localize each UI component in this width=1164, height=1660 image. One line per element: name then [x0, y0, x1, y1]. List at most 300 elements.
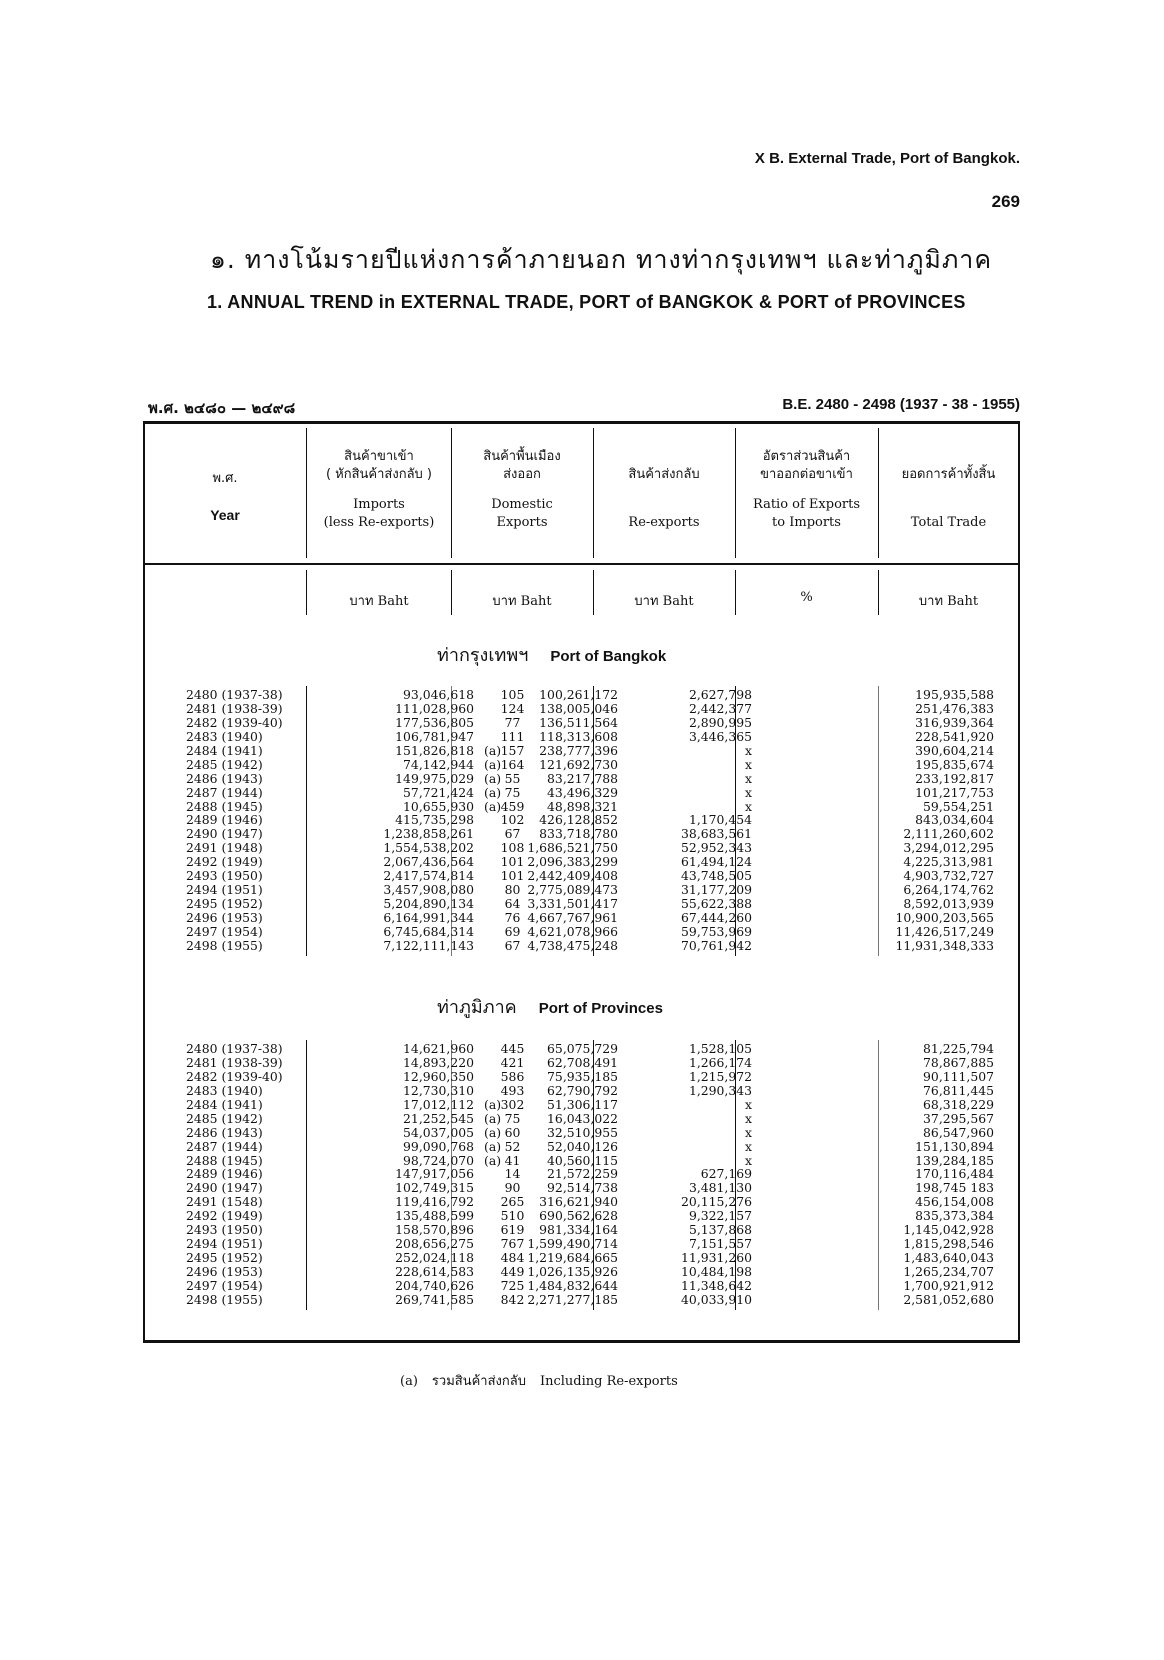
cell-ratio: 90 — [504, 1180, 521, 1196]
cell-total: 10,900,203,565 — [895, 910, 994, 925]
col-head-imports: สินค้าขาเข้า ( หักสินค้าส่งกลับ ) Imports (less Re-exports) — [323, 449, 435, 530]
cell-reexports: 67,444,260 — [681, 910, 752, 925]
cell-total: 6,264,174,762 — [903, 882, 994, 898]
cell-imports: 14,893,220 — [403, 1054, 474, 1070]
cell-ratio: 76 — [504, 910, 521, 925]
table-row — [186, 1112, 1006, 1126]
bangkok-rows — [186, 688, 1006, 953]
cell-reexports: x — [745, 756, 752, 772]
table-top-rule — [143, 421, 1020, 424]
cell-reexports: x — [745, 742, 752, 758]
cell-ratio: 586 — [500, 1068, 525, 1084]
cell-reexports: 7,151,557 — [688, 1236, 752, 1252]
table-row — [186, 688, 1006, 702]
cell-year: 2497 (1954) — [186, 923, 263, 939]
cell-year: 2485 (1942) — [186, 756, 263, 772]
cell-imports: 204,740,626 — [395, 1277, 474, 1293]
table-row — [186, 869, 1006, 883]
cell-domestic: 1,219,684,665 — [527, 1250, 618, 1266]
cell-total: 195,935,588 — [915, 687, 994, 702]
cell-total: 390,604,214 — [915, 742, 994, 758]
cell-reexports: 38,683,561 — [681, 826, 752, 842]
cell-ratio: 164 — [500, 756, 525, 772]
unit-ratio: % — [800, 590, 813, 605]
cell-domestic: 690,562,628 — [539, 1208, 618, 1224]
table-row — [186, 925, 1006, 939]
cell-total: 228,541,920 — [915, 728, 994, 744]
cell-total: 151,130,894 — [915, 1138, 994, 1154]
cell-domestic: 62,708,491 — [547, 1054, 618, 1070]
cell-domestic: 40,560,115 — [547, 1152, 618, 1168]
cell-total: 90,111,507 — [923, 1068, 994, 1084]
cell-domestic: 3,331,501,417 — [527, 896, 618, 912]
period-english: B.E. 2480 - 2498 (1937 - 38 - 1955) — [782, 396, 1020, 413]
cell-reexports: 5,137,868 — [688, 1222, 752, 1238]
cell-year: 2480 (1937-38) — [186, 1041, 283, 1056]
cell-reexports: x — [745, 1096, 752, 1112]
cell-total: 11,426,517,249 — [895, 923, 994, 939]
cell-reexports: 55,622,388 — [681, 896, 752, 912]
cell-ratio: 493 — [500, 1082, 525, 1098]
cell-year: 2494 (1951) — [186, 882, 263, 898]
cell-year: 2496 (1953) — [186, 1264, 263, 1279]
section-title-bangkok: ท่ากรุงเทพฯ Port of Bangkok — [437, 645, 667, 666]
cell-year: 2487 (1944) — [186, 784, 263, 800]
cell-reexports: 70,761,942 — [681, 937, 752, 953]
cell-imports: 228,614,583 — [395, 1264, 474, 1279]
cell-domestic: 2,442,409,408 — [527, 868, 618, 884]
cell-ratio: 77 — [504, 714, 521, 730]
cell-reexports: x — [745, 1152, 752, 1168]
unit-imports: บาท Baht — [349, 594, 409, 609]
cell-reexports: 3,446,365 — [688, 728, 752, 744]
cell-total: 1,700,921,912 — [903, 1277, 994, 1293]
cell-note: (a) — [484, 1152, 502, 1168]
cell-ratio: 75 — [504, 784, 521, 800]
cell-ratio: 302 — [500, 1096, 525, 1112]
cell-year: 2482 (1939-40) — [186, 1068, 283, 1084]
cell-total: 456,154,008 — [915, 1194, 994, 1210]
table-row — [186, 827, 1006, 841]
cell-ratio: 484 — [500, 1250, 525, 1266]
cell-ratio: 421 — [500, 1054, 525, 1070]
cell-total: 139,284,185 — [915, 1152, 994, 1168]
cell-domestic: 1,686,521,750 — [527, 840, 618, 856]
cell-total: 1,815,298,546 — [903, 1236, 994, 1252]
cell-total: 198,745 183 — [915, 1180, 994, 1196]
cell-total: 86,547,960 — [923, 1124, 994, 1140]
cell-reexports: 1,528,105 — [688, 1041, 752, 1056]
cell-total: 68,318,229 — [923, 1096, 994, 1112]
cell-ratio: 108 — [500, 840, 525, 856]
cell-year: 2488 (1945) — [186, 1152, 263, 1168]
cell-reexports: 20,115,276 — [681, 1194, 752, 1210]
cell-imports: 119,416,792 — [395, 1194, 474, 1210]
cell-domestic: 100,261,172 — [539, 687, 618, 702]
table-row — [186, 1126, 1006, 1140]
cell-total: 8,592,013,939 — [903, 896, 994, 912]
cell-ratio: 619 — [500, 1222, 525, 1238]
cell-total: 195,835,674 — [915, 756, 994, 772]
cell-total: 101,217,753 — [915, 784, 994, 800]
table-row — [186, 702, 1006, 716]
table-row — [186, 1084, 1006, 1098]
page-number: 269 — [991, 192, 1020, 211]
cell-ratio: 64 — [504, 896, 521, 912]
cell-imports: 6,745,684,314 — [383, 923, 474, 939]
cell-reexports: 3,481,130 — [688, 1180, 752, 1196]
cell-ratio: 75 — [504, 1110, 521, 1126]
cell-domestic: 32,510,955 — [547, 1124, 618, 1140]
table-row — [186, 1279, 1006, 1293]
table-row — [186, 744, 1006, 758]
cell-reexports: 1,290,343 — [688, 1082, 752, 1098]
table-row — [186, 813, 1006, 827]
cell-total: 170,116,484 — [915, 1166, 994, 1182]
cell-total: 233,192,817 — [915, 770, 994, 786]
cell-year: 2491 (1548) — [186, 1194, 263, 1210]
cell-year: 2481 (1938-39) — [186, 1054, 283, 1070]
cell-imports: 93,046,618 — [403, 687, 474, 702]
cell-total: 76,811,445 — [923, 1082, 994, 1098]
cell-year: 2484 (1941) — [186, 1096, 263, 1112]
cell-year: 2484 (1941) — [186, 742, 263, 758]
footnote: (a) รวมสินค้าส่งกลับ Including Re-exports — [400, 1374, 678, 1389]
cell-ratio: 101 — [500, 868, 525, 884]
cell-year: 2492 (1949) — [186, 854, 263, 870]
cell-imports: 208,656,275 — [395, 1236, 474, 1252]
cell-year: 2490 (1947) — [186, 1180, 263, 1196]
cell-ratio: 449 — [500, 1264, 525, 1279]
cell-year: 2482 (1939-40) — [186, 714, 283, 730]
cell-reexports: x — [745, 1138, 752, 1154]
table-row — [186, 1265, 1006, 1279]
cell-domestic: 4,667,767,961 — [527, 910, 618, 925]
cell-note: (a) — [484, 1138, 502, 1154]
table-row — [186, 841, 1006, 855]
cell-domestic: 136,511,564 — [539, 714, 618, 730]
cell-ratio: 725 — [500, 1277, 525, 1293]
provinces-rows — [186, 1042, 1006, 1307]
cell-domestic: 83,217,788 — [547, 770, 618, 786]
cell-domestic: 426,128,852 — [539, 812, 618, 828]
cell-total: 4,903,732,727 — [903, 868, 994, 884]
cell-imports: 1,238,858,261 — [383, 826, 474, 842]
cell-imports: 177,536,805 — [395, 714, 474, 730]
cell-year: 2485 (1942) — [186, 1110, 263, 1126]
cell-imports: 135,488,599 — [395, 1208, 474, 1224]
cell-note: (a) — [484, 770, 502, 786]
cell-year: 2493 (1950) — [186, 1222, 263, 1238]
cell-year: 2489 (1946) — [186, 812, 263, 828]
cell-ratio: 14 — [504, 1166, 521, 1182]
cell-domestic: 65,075,729 — [547, 1041, 618, 1056]
cell-total: 3,294,012,295 — [903, 840, 994, 856]
cell-imports: 98,724,070 — [403, 1152, 474, 1168]
cell-reexports: 1,266,174 — [688, 1054, 752, 1070]
col-head-reexports: สินค้าส่งกลับ Re-exports — [628, 467, 700, 530]
cell-year: 2496 (1953) — [186, 910, 263, 925]
cell-total: 37,295,567 — [923, 1110, 994, 1126]
cell-imports: 3,457,908,080 — [383, 882, 474, 898]
cell-reexports: 1,215,972 — [688, 1068, 752, 1084]
cell-domestic: 1,026,135,926 — [527, 1264, 618, 1279]
cell-ratio: 157 — [500, 742, 525, 758]
cell-ratio: 124 — [500, 700, 525, 716]
cell-domestic: 16,043,022 — [547, 1110, 618, 1126]
cell-ratio: 41 — [504, 1152, 521, 1168]
cell-reexports: x — [745, 1110, 752, 1126]
cell-domestic: 981,334,164 — [539, 1222, 618, 1238]
cell-total: 843,034,604 — [915, 812, 994, 828]
cell-ratio: 842 — [500, 1291, 525, 1307]
unit-divider — [878, 570, 879, 615]
unit-divider — [306, 570, 307, 615]
cell-reexports: x — [745, 1124, 752, 1140]
table-row — [186, 855, 1006, 869]
cell-note: (a) — [484, 1096, 502, 1112]
header-divider — [878, 428, 879, 558]
cell-total: 4,225,313,981 — [903, 854, 994, 870]
cell-ratio: 265 — [500, 1194, 525, 1210]
cell-total: 835,373,384 — [915, 1208, 994, 1224]
table-row — [186, 897, 1006, 911]
cell-year: 2495 (1952) — [186, 1250, 263, 1266]
cell-imports: 10,655,930 — [403, 798, 474, 814]
cell-imports: 54,037,005 — [403, 1124, 474, 1140]
cell-imports: 269,741,585 — [395, 1291, 474, 1307]
cell-reexports: 627,169 — [700, 1166, 752, 1182]
cell-domestic: 1,484,832,644 — [527, 1277, 618, 1293]
cell-year: 2483 (1940) — [186, 1082, 263, 1098]
cell-reexports: 9,322,157 — [688, 1208, 752, 1224]
cell-reexports: 61,494,124 — [681, 854, 752, 870]
cell-imports: 158,570,896 — [395, 1222, 474, 1238]
cell-domestic: 2,775,089,473 — [527, 882, 618, 898]
cell-ratio: 52 — [504, 1138, 521, 1154]
cell-imports: 151,826,818 — [395, 742, 474, 758]
cell-reexports: 10,484,198 — [681, 1264, 752, 1279]
table-bottom-rule — [143, 1340, 1020, 1343]
cell-imports: 149,975,029 — [395, 770, 474, 786]
cell-total: 78,867,885 — [923, 1054, 994, 1070]
cell-year: 2498 (1955) — [186, 937, 263, 953]
cell-reexports: 11,348,642 — [681, 1277, 752, 1293]
cell-reexports: 59,753,969 — [681, 923, 752, 939]
table-row — [186, 1293, 1006, 1307]
cell-year: 2483 (1940) — [186, 728, 263, 744]
cell-year: 2486 (1943) — [186, 770, 263, 786]
cell-ratio: 69 — [504, 923, 521, 939]
cell-domestic: 118,313,608 — [539, 728, 618, 744]
cell-total: 316,939,364 — [915, 714, 994, 730]
cell-total: 2,111,260,602 — [903, 826, 994, 842]
cell-ratio: 459 — [500, 798, 525, 814]
cell-note: (a) — [484, 798, 502, 814]
table-row — [186, 1154, 1006, 1168]
cell-imports: 21,252,545 — [403, 1110, 474, 1126]
cell-imports: 102,749,315 — [395, 1180, 474, 1196]
unit-reexports: บาท Baht — [634, 594, 694, 609]
cell-total: 251,476,383 — [915, 700, 994, 716]
cell-imports: 17,012,112 — [403, 1096, 474, 1112]
cell-domestic: 138,005,046 — [539, 700, 618, 716]
table-row — [186, 1237, 1006, 1251]
cell-total: 81,225,794 — [923, 1041, 994, 1056]
table-row — [186, 800, 1006, 814]
table-row — [186, 716, 1006, 730]
cell-domestic: 316,621,940 — [539, 1194, 618, 1210]
cell-ratio: 80 — [504, 882, 521, 898]
title-thai: ๑. ทางโน้มรายปีแห่งการค้าภายนอก ทางท่ากรุงเทพฯ และท่าภูมิภาค — [210, 245, 993, 274]
cell-reexports: 31,177,209 — [681, 882, 752, 898]
cell-imports: 1,554,538,202 — [383, 840, 474, 856]
cell-imports: 252,024,118 — [395, 1250, 474, 1266]
table-row — [186, 1195, 1006, 1209]
cell-reexports: 11,931,260 — [681, 1250, 752, 1266]
table-left-border — [143, 421, 145, 1342]
cell-ratio: 510 — [500, 1208, 525, 1224]
cell-imports: 12,960,350 — [403, 1068, 474, 1084]
cell-imports: 2,417,574,814 — [383, 868, 474, 884]
cell-reexports: 40,033,910 — [681, 1291, 752, 1307]
table-row — [186, 1070, 1006, 1084]
cell-imports: 415,735,298 — [395, 812, 474, 828]
cell-year: 2495 (1952) — [186, 896, 263, 912]
table-row — [186, 1167, 1006, 1181]
table-right-border — [1018, 421, 1020, 1342]
table-row — [186, 786, 1006, 800]
table-header-rule — [143, 563, 1020, 565]
cell-imports: 12,730,310 — [403, 1082, 474, 1098]
table-row — [186, 939, 1006, 953]
cell-domestic: 2,096,383,299 — [527, 854, 618, 870]
cell-total: 1,145,042,928 — [903, 1222, 994, 1238]
cell-reexports: 1,170,454 — [688, 812, 752, 828]
cell-domestic: 75,935,185 — [547, 1068, 618, 1084]
table-row — [186, 758, 1006, 772]
cell-imports: 14,621,960 — [403, 1041, 474, 1056]
table-row — [186, 1181, 1006, 1195]
cell-year: 2492 (1949) — [186, 1208, 263, 1224]
cell-domestic: 21,572,259 — [547, 1166, 618, 1182]
cell-domestic: 2,271,277,185 — [527, 1291, 618, 1307]
cell-domestic: 4,738,475,248 — [527, 937, 618, 953]
cell-domestic: 62,790,792 — [547, 1082, 618, 1098]
cell-year: 2493 (1950) — [186, 868, 263, 884]
cell-ratio: 105 — [500, 687, 525, 702]
cell-ratio: 60 — [504, 1124, 521, 1140]
table-row — [186, 1251, 1006, 1265]
cell-imports: 74,142,944 — [403, 756, 474, 772]
cell-reexports: 2,890,995 — [688, 714, 752, 730]
cell-domestic: 238,777,396 — [539, 742, 618, 758]
cell-domestic: 833,718,780 — [539, 826, 618, 842]
cell-reexports: 43,748,505 — [681, 868, 752, 884]
cell-reexports: x — [745, 798, 752, 814]
cell-year: 2497 (1954) — [186, 1277, 263, 1293]
table-row — [186, 1209, 1006, 1223]
cell-imports: 111,028,960 — [395, 700, 474, 716]
cell-ratio: 102 — [500, 812, 525, 828]
col-head-total: ยอดการค้าทั้งสิ้น Total Trade — [901, 467, 996, 530]
cell-year: 2491 (1948) — [186, 840, 263, 856]
table-row — [186, 1140, 1006, 1154]
cell-reexports: x — [745, 770, 752, 786]
table-row — [186, 730, 1006, 744]
cell-domestic: 43,496,329 — [547, 784, 618, 800]
cell-ratio: 101 — [500, 854, 525, 870]
cell-ratio: 767 — [500, 1236, 525, 1252]
cell-year: 2494 (1951) — [186, 1236, 263, 1252]
cell-year: 2480 (1937-38) — [186, 687, 283, 702]
cell-year: 2489 (1946) — [186, 1166, 263, 1182]
cell-note: (a) — [484, 1124, 502, 1140]
cell-imports: 57,721,424 — [403, 784, 474, 800]
cell-imports: 2,067,436,564 — [383, 854, 474, 870]
cell-note: (a) — [484, 1110, 502, 1126]
col-head-year: พ.ศ. Year — [210, 471, 240, 523]
title-english: 1. ANNUAL TREND in EXTERNAL TRADE, PORT of BANGKOK & PORT of PROVINCES — [207, 292, 966, 312]
cell-reexports: 2,442,377 — [688, 700, 752, 716]
table-row — [186, 911, 1006, 925]
cell-ratio: 111 — [500, 728, 525, 744]
cell-note: (a) — [484, 742, 502, 758]
cell-year: 2487 (1944) — [186, 1138, 263, 1154]
unit-total: บาท Baht — [918, 594, 979, 609]
cell-total: 1,265,234,707 — [903, 1264, 994, 1279]
cell-imports: 7,122,111,143 — [383, 937, 474, 953]
cell-domestic: 121,692,730 — [539, 756, 618, 772]
table-row — [186, 1056, 1006, 1070]
cell-reexports: x — [745, 784, 752, 800]
cell-reexports: 52,952,343 — [681, 840, 752, 856]
header-divider — [306, 428, 307, 558]
cell-note: (a) — [484, 784, 502, 800]
cell-domestic: 52,040,126 — [547, 1138, 618, 1154]
cell-imports: 106,781,947 — [395, 728, 474, 744]
cell-year: 2498 (1955) — [186, 1291, 263, 1307]
table-row — [186, 1223, 1006, 1237]
cell-ratio: 445 — [500, 1041, 525, 1056]
col-head-ratio: อัตราส่วนสินค้า ขาออกต่อขาเข้า Ratio of Exports to Imports — [752, 449, 861, 530]
cell-total: 11,931,348,333 — [895, 937, 994, 953]
cell-imports: 6,164,991,344 — [383, 910, 474, 925]
cell-imports: 147,917,056 — [395, 1166, 474, 1182]
cell-imports: 5,204,890,134 — [383, 896, 474, 912]
cell-total: 1,483,640,043 — [903, 1250, 994, 1266]
col-head-domestic: สินค้าพื้นเมือง ส่งออก Domestic Exports — [483, 449, 561, 530]
cell-domestic: 48,898,321 — [547, 798, 618, 814]
cell-year: 2490 (1947) — [186, 826, 263, 842]
cell-domestic: 92,514,738 — [547, 1180, 618, 1196]
cell-domestic: 4,621,078,966 — [527, 923, 618, 939]
table-row — [186, 883, 1006, 897]
cell-domestic: 51,306,117 — [547, 1096, 618, 1112]
table-row — [186, 1042, 1006, 1056]
table-row — [186, 1098, 1006, 1112]
cell-imports: 99,090,768 — [403, 1138, 474, 1154]
cell-year: 2488 (1945) — [186, 798, 263, 814]
series-header: X B. External Trade, Port of Bangkok. — [754, 150, 1020, 167]
cell-ratio: 67 — [504, 937, 521, 953]
table-row — [186, 772, 1006, 786]
cell-ratio: 67 — [504, 826, 521, 842]
cell-domestic: 1,599,490,714 — [527, 1236, 618, 1252]
cell-reexports: 2,627,798 — [688, 687, 752, 702]
cell-year: 2481 (1938-39) — [186, 700, 283, 716]
cell-total: 59,554,251 — [923, 798, 994, 814]
